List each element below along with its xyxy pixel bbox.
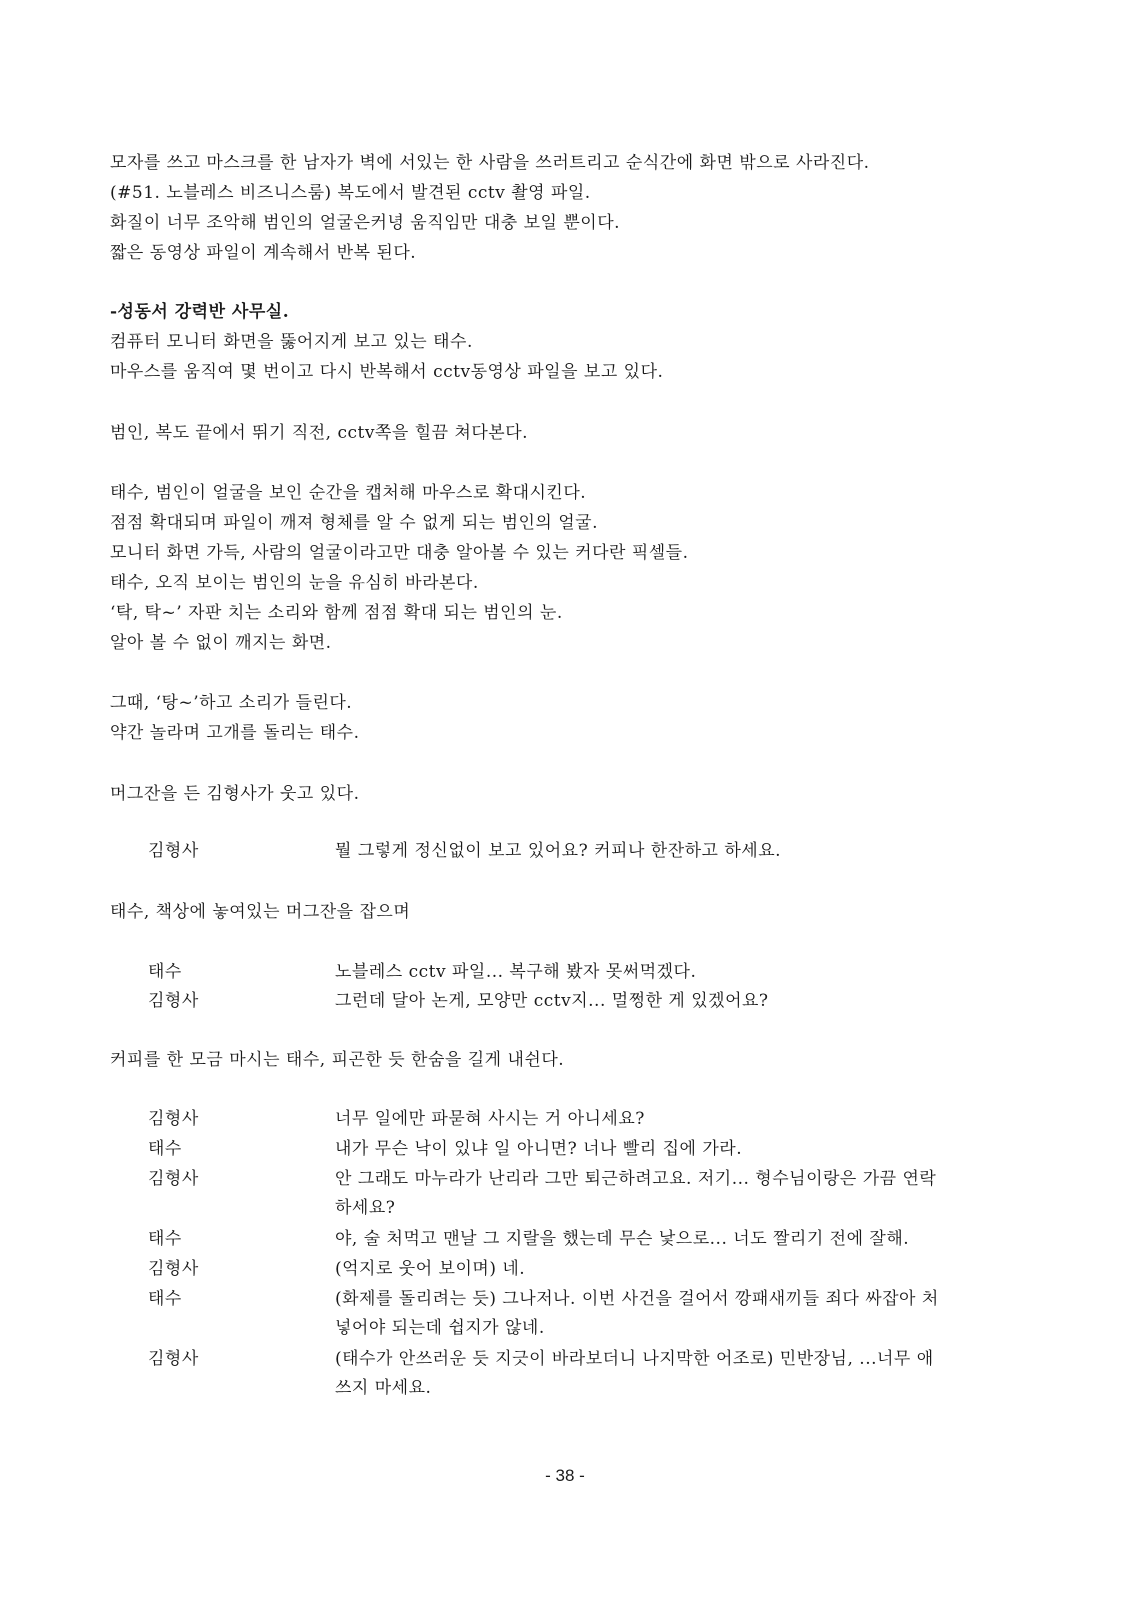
action-line: 커피를 한 모금 마시는 태수, 피곤한 듯 한숨을 길게 내쉰다. <box>110 1050 565 1070</box>
action-line: 짧은 동영상 파일이 계속해서 반복 된다. <box>110 243 417 263</box>
dialogue-line: 내가 무슨 낙이 있냐 일 아니면? 너나 빨리 집에 가라. <box>335 1139 743 1159</box>
dialogue-speaker: 태수 <box>148 1229 182 1249</box>
dialogue-speaker: 김형사 <box>148 1259 199 1279</box>
action-line: 점점 확대되며 파일이 깨져 형체를 알 수 없게 되는 범인의 얼굴. <box>110 513 598 533</box>
action-line: 모니터 화면 가득, 사람의 얼굴이라고만 대충 알아볼 수 있는 커다란 픽셀들. <box>110 543 689 563</box>
dialogue-speaker: 태수 <box>148 962 182 982</box>
dialogue-line: (억지로 웃어 보이며) 네. <box>335 1259 526 1279</box>
dialogue-speaker: 김형사 <box>148 991 199 1011</box>
dialogue-speaker: 태수 <box>148 1139 182 1159</box>
dialogue-speaker: 김형사 <box>148 1349 199 1369</box>
dialogue-line: 쓰지 마세요. <box>335 1378 432 1398</box>
dialogue-line: (화제를 돌리려는 듯) 그나저나. 이번 사건을 걸어서 깡패새끼들 죄다 싸잡아 처 <box>335 1289 939 1309</box>
dialogue-line: 뭘 그렇게 정신없이 보고 있어요? 커피나 한잔하고 하세요. <box>335 841 782 861</box>
action-line: 머그잔을 든 김형사가 웃고 있다. <box>110 784 360 804</box>
dialogue-line: 노블레스 cctv 파일... 복구해 봤자 못써먹겠다. <box>335 962 697 982</box>
action-line: 그때, ‘탕~’하고 소리가 들린다. <box>110 693 353 713</box>
dialogue-line: (태수가 안쓰러운 듯 지긋이 바라보더니 나지막한 어조로) 민반장님, ...너무 애 <box>335 1349 934 1369</box>
dialogue-line: 넣어야 되는데 쉽지가 않네. <box>335 1318 545 1338</box>
dialogue-speaker: 태수 <box>148 1289 182 1309</box>
page-number: - 38 - <box>545 1466 585 1485</box>
action-line: 태수, 범인이 얼굴을 보인 순간을 캡처해 마우스로 확대시킨다. <box>110 483 587 503</box>
action-line: 범인, 복도 끝에서 뛰기 직전, cctv쪽을 힐끔 쳐다본다. <box>110 423 529 443</box>
dialogue-line: 야, 술 처먹고 맨날 그 지랄을 했는데 무슨 낯으로... 너도 짤리기 전에 잘해. <box>335 1229 910 1249</box>
action-line: (#51. 노블레스 비즈니스룸) 복도에서 발견된 cctv 촬영 파일. <box>110 183 591 203</box>
action-line: 마우스를 움직여 몇 번이고 다시 반복해서 cctv동영상 파일을 보고 있다. <box>110 362 664 382</box>
action-line: 태수, 책상에 놓여있는 머그잔을 잡으며 <box>110 902 411 922</box>
action-line: 화질이 너무 조악해 범인의 얼굴은커녕 움직임만 대충 보일 뿐이다. <box>110 213 621 233</box>
action-line: 태수, 오직 보이는 범인의 눈을 유심히 바라본다. <box>110 573 479 593</box>
action-line: 컴퓨터 모니터 화면을 뚫어지게 보고 있는 태수. <box>110 332 473 352</box>
action-line: 모자를 쓰고 마스크를 한 남자가 벽에 서있는 한 사람을 쓰러트리고 순식간에 화면 밖으로 사라진다. <box>110 153 870 173</box>
dialogue-line: 하세요? <box>335 1198 396 1218</box>
action-line: 알아 볼 수 없이 깨지는 화면. <box>110 633 332 653</box>
dialogue-speaker: 김형사 <box>148 1169 199 1189</box>
dialogue-line: 그런데 달아 논게, 모양만 cctv지... 멀쩡한 게 있겠어요? <box>335 991 769 1011</box>
dialogue-line: 너무 일에만 파묻혀 사시는 거 아니세요? <box>335 1109 645 1129</box>
dialogue-speaker: 김형사 <box>148 841 199 861</box>
dialogue-line: 안 그래도 마누라가 난리라 그만 퇴근하려고요. 저기... 형수님이랑은 가끔 연락 <box>335 1169 937 1189</box>
action-line: ‘탁, 탁~’ 자판 치는 소리와 함께 점점 확대 되는 범인의 눈. <box>110 603 563 623</box>
scene-heading: -성동서 강력반 사무실. <box>110 302 290 322</box>
action-line: 약간 놀라며 고개를 돌리는 태수. <box>110 723 360 743</box>
dialogue-speaker: 김형사 <box>148 1109 199 1129</box>
